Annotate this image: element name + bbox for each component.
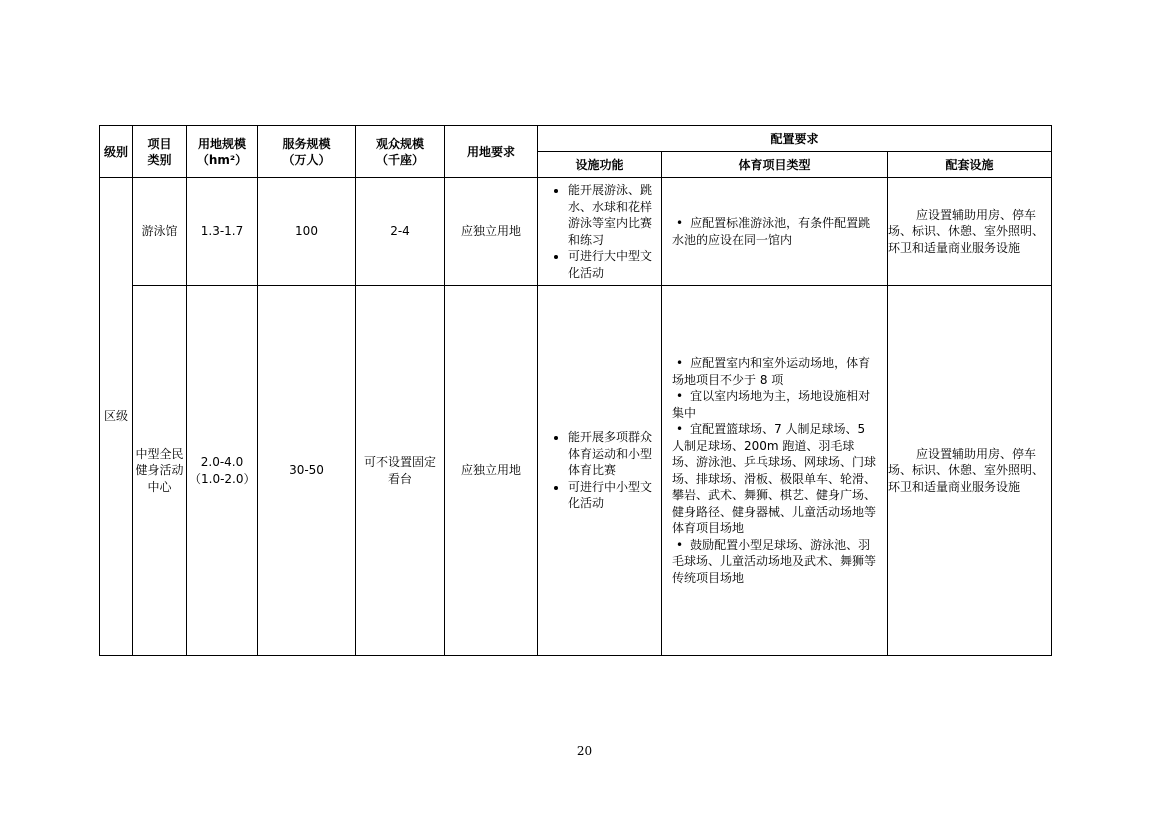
land-req-cell: 应独立用地 <box>445 178 538 286</box>
page-number: 20 <box>576 744 593 758</box>
header-land-req: 用地要求 <box>445 126 538 178</box>
list-item: • 应配置室内和室外运动场地，体育场地项目不少于 8 项 <box>672 355 877 388</box>
header-item-type <box>133 126 187 178</box>
config-table <box>99 125 1052 656</box>
header-facility-function: 设施功能 <box>538 152 662 178</box>
header-item-type-line1: 项目 <box>147 136 172 151</box>
header-land-scale <box>187 126 258 178</box>
header-land-scale-unit: （hm²） <box>196 152 248 167</box>
function-list <box>540 182 659 281</box>
function-cell <box>538 178 662 286</box>
list-item: • 可进行大中型文化活动 <box>568 248 655 281</box>
header-item-type-line2: 类别 <box>147 152 172 167</box>
level-cell: 区级 <box>100 178 133 656</box>
list-item: • 宜以室内场地为主，场地设施相对集中 <box>672 388 877 421</box>
land-value: 2.0-4.0 <box>200 455 244 469</box>
list-item: • 能开展多项群众体育运动和小型体育比赛 <box>568 429 655 479</box>
supporting-cell: 应设置辅助用房、停车场、标识、休憩、室外照明、环卫和适量商业服务设施 <box>888 286 1052 656</box>
list-item: • 宜配置篮球场、7 人制足球场、5 人制足球场、200m 跑道、羽毛球场、游泳池、乒乓球场、网球场、门球场、排球场、滑板、极限单车、轮滑、攀岩、武术、舞狮、棋艺、健身广场、健身路径、健身器械、儿童活动场地等体育项目场地 <box>672 421 877 537</box>
land-cell: 1.3-1.7 <box>187 178 258 286</box>
list-item: • 能开展游泳、跳水、水球和花样游泳等室内比赛和练习 <box>568 182 655 248</box>
table-row <box>100 178 1052 286</box>
sports-cell <box>662 286 888 656</box>
land-req-cell: 应独立用地 <box>445 286 538 656</box>
sports-cell <box>662 178 888 286</box>
header-audience-scale-label: 观众规模 <box>375 136 424 151</box>
supporting-cell: 应设置辅助用房、停车场、标识、休憩、室外照明、环卫和适量商业服务设施 <box>888 178 1052 286</box>
header-service-scale <box>258 126 356 178</box>
sports-list <box>664 215 885 248</box>
header-service-scale-label: 服务规模 <box>282 136 331 151</box>
service-cell: 30-50 <box>258 286 356 656</box>
list-item: • 可进行中小型文化活动 <box>568 479 655 512</box>
header-row-1 <box>100 126 1052 152</box>
header-sports-type: 体育项目类型 <box>662 152 888 178</box>
audience-cell: 2-4 <box>356 178 445 286</box>
header-level: 级别 <box>100 126 133 178</box>
header-audience-scale <box>356 126 445 178</box>
item-cell: 游泳馆 <box>133 178 187 286</box>
list-item: • 应配置标准游泳池，有条件配置跳水池的应设在同一馆内 <box>672 215 877 248</box>
table-row <box>100 286 1052 656</box>
sports-list <box>664 355 885 586</box>
service-cell: 100 <box>258 178 356 286</box>
land-alt-value: （1.0-2.0） <box>189 471 256 486</box>
header-service-scale-unit: （万人） <box>282 152 331 167</box>
list-item: • 鼓励配置小型足球场、游泳池、羽毛球场、儿童活动场地及武术、舞狮等传统项目场地 <box>672 537 877 587</box>
item-cell: 中型全民健身活动中心 <box>133 286 187 656</box>
function-list <box>540 429 659 512</box>
audience-cell: 可不设置固定看台 <box>356 286 445 656</box>
land-cell <box>187 286 258 656</box>
header-supporting: 配套设施 <box>888 152 1052 178</box>
header-audience-scale-unit: （千座） <box>375 152 424 167</box>
function-cell <box>538 286 662 656</box>
header-config-req: 配置要求 <box>538 126 1052 152</box>
header-land-scale-label: 用地规模 <box>197 136 246 151</box>
